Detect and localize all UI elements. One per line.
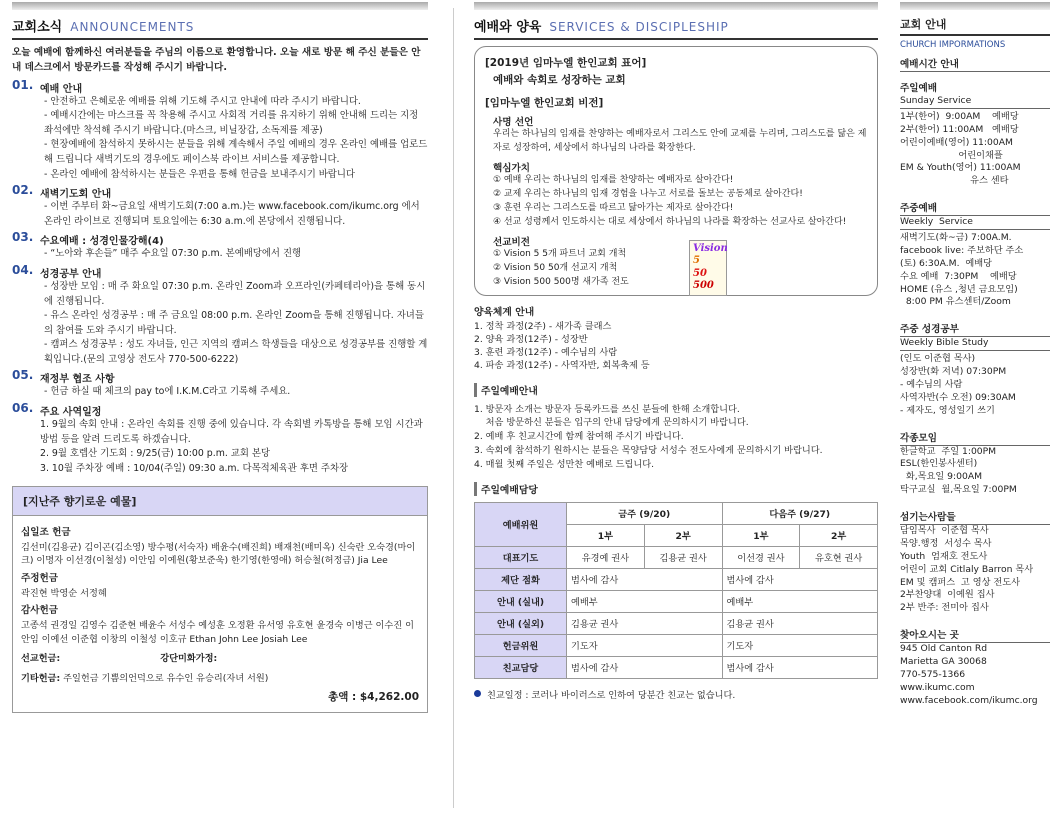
top-rule	[900, 2, 1050, 10]
offering-group-label: 주정헌금	[21, 573, 59, 585]
mission-offering-label: 선교헌금:	[21, 653, 61, 665]
duty-table	[474, 502, 878, 679]
motto: 예배와 속회로 성장하는 교회	[493, 74, 626, 86]
guide-item: 4. 매월 첫째 주일은 성만찬 예배로 드립니다.	[474, 458, 655, 470]
church-info-line: 화,목요일 9:00AM	[900, 471, 983, 483]
bullet-icon	[474, 690, 481, 697]
church-info-line: 어린이채플	[900, 149, 1003, 161]
guide-item: 2. 예배 후 친교시간에 함께 참여해 주시기 바랍니다.	[474, 431, 684, 443]
announcements-title: 교회소식	[12, 20, 63, 35]
item-title: 예배 안내	[40, 83, 83, 95]
vision-logo-line: 500	[693, 280, 714, 292]
duty-role: 대표기도	[475, 546, 567, 568]
church-info-line: EM 및 캠퍼스 고 영상 전도사	[900, 576, 1021, 588]
church-info-line: Weekly Service	[900, 216, 1050, 230]
church-info-line: Weekly Bible Study	[900, 337, 1050, 351]
vision-list	[493, 248, 867, 290]
church-info-line: 성장반(화 저녁) 07:30PM	[900, 366, 1007, 377]
item-content	[40, 401, 428, 476]
item-title: 주요 사역일정	[40, 406, 102, 418]
church-section-head: 섬기는사람들	[900, 509, 1050, 525]
church-info-line: 어린이예배(영어) 11:00AM	[900, 136, 1013, 148]
announcement-item	[12, 401, 428, 476]
duty-cell: 예배부	[567, 590, 723, 612]
offering-group-names: 곽진현 박영순 서정혜	[21, 587, 107, 599]
church-info-line: - 제자도, 영성일기 쓰기	[900, 404, 995, 416]
item-content	[40, 78, 428, 182]
offering-group-label: 감사헌금	[21, 605, 59, 617]
item-content	[40, 230, 301, 262]
vision-item: ① Vision 5 5개 파트너 교회 개척	[493, 248, 627, 259]
item-line: - 이번 주부터 화~금요일 새벽기도회(7:00 a.m.)는 www.facebook.com/ikumc.org 에서 온라인 라이브로 진행되며 토요일에는 6:30 a.m.에 본당에서 진행됩니다.	[44, 201, 420, 227]
offering-group-names: 고종석 권경일 김영수 김준현 배윤수 서성수 예성훈 오정환 유서영 유호현 윤경숙 이병근 이수진 이안임 이예선 이준협 이창의 이철성 이호규 Ethan John Lee Josiah Lee	[21, 619, 414, 645]
announcement-list	[12, 78, 428, 477]
church-info-line: 새벽기도(화~금) 7:00A.M.	[900, 232, 1012, 243]
church-info-line: www.facebook.com/ikumc.org	[900, 694, 1038, 706]
services-column	[466, 0, 886, 816]
church-info-line: 2부 반주: 전미아 집사	[900, 602, 989, 614]
value-item: ② 교제 우리는 하나님의 임재 경험을 나누고 서로를 돌보는 공동체로 살아간다!	[493, 188, 803, 199]
duty-role: 친교담당	[475, 656, 567, 678]
duty-role: 제단 점화	[475, 568, 567, 590]
nurture-title: 양육체계 안내	[474, 307, 535, 319]
church-info-line: 2부(한어) 11:00AM 예배당	[900, 123, 1019, 135]
church-info-line: EM & Youth(영어) 11:00AM	[900, 162, 1021, 174]
item-line: - 예배시간에는 마스크를 꼭 착용해 주시고 사회적 거리를 유지하기 위해 안내해 드리는 지정 좌석에만 착석해 주시기 바랍니다.(마스크, 비닐장갑, 소독제를 제공)	[44, 110, 419, 136]
offering-groups	[21, 526, 419, 646]
nurture-item: 4. 파송 과정(12주) - 사역자반, 회복축제 등	[474, 359, 650, 371]
church-info-line: 770-575-1366	[900, 668, 966, 680]
service-2-header: 2부	[644, 524, 722, 546]
announcement-item	[12, 263, 428, 367]
item-line: - “노아와 후손들” 매주 수요일 07:30 p.m. 본예배당에서 진행	[44, 248, 302, 260]
offering-group-names: 김선미(김용균) 김이곤(김소영) 방수평(서숙자) 배윤수(배진희) 배재천(배미옥) 신숙란 오숙경(마이크) 이명자 이선경(이철성) 이안임 이예원(황보준욱) 한기영(한영애) 허승철(허정금) Jia Lee	[21, 541, 416, 567]
announcement-item	[12, 230, 428, 262]
item-number: 06.	[12, 400, 34, 415]
duty-row	[475, 568, 878, 590]
services-title-en: SERVICES & DISCIPLESHIP	[549, 20, 729, 34]
item-number: 01.	[12, 77, 34, 92]
announcement-item	[12, 78, 428, 182]
duty-cell: 범사에 감사	[722, 568, 878, 590]
value-item: ④ 선교 성령께서 인도하시는 대로 세상에서 하나님의 나라를 확장하는 선교사로 살아간다!	[493, 216, 847, 227]
church-info-line: Sunday Service	[900, 95, 1050, 109]
church-info-line: ESL(한인봉사센터)	[900, 458, 978, 470]
guide-list	[474, 403, 878, 472]
church-info-line: 담임목사 이준협 목사	[900, 525, 989, 536]
church-info-line: 수요 예배 7:30PM 예배당	[900, 270, 1017, 282]
duty-cell: 기도자	[567, 634, 723, 656]
item-content	[40, 368, 290, 400]
duty-cell: 범사에 감사	[722, 656, 878, 678]
duty-title: 주일예배담당	[474, 482, 878, 496]
duty-cell: 이선경 권사	[722, 546, 800, 568]
church-info-line: 한글학교 주일 1:00PM	[900, 445, 997, 457]
duty-cell: 유호현 권사	[800, 546, 878, 568]
church-info-line: HOME (유스 ,청년 금요모임)	[900, 283, 1018, 295]
church-section-head: 각종모임	[900, 430, 1050, 446]
item-title: 성경공부 안내	[40, 268, 102, 280]
duty-role: 헌금위원	[475, 634, 567, 656]
church-info-line: 사역자반(수 오전) 09:30AM	[900, 391, 1016, 403]
values-title: 핵심가치	[493, 162, 531, 174]
duty-cell: 김용균 권사	[722, 612, 878, 634]
offering-title: [지난주 향기로운 예물]	[13, 487, 427, 516]
values-list	[493, 174, 867, 230]
total-amount: $4,262.00	[359, 691, 419, 704]
item-line: - 현장예배에 참석하지 못하시는 분들을 위해 계속해서 주일 예배의 경우 온라인 예배를 업로드해 드립니다 새벽기도의 경우에도 페이스북 라이브 서비스를 제공합니다.	[44, 139, 428, 166]
duty-cell: 범사에 감사	[567, 568, 723, 590]
item-line: - 온라인 예배에 참석하시는 분들은 우편을 통해 헌금을 보내주시기 바랍니다	[44, 168, 355, 180]
church-info-line: Youth 엄재호 전도사	[900, 550, 988, 562]
offering-total	[21, 690, 419, 706]
offering-group-label: 십일조 헌금	[21, 527, 71, 539]
church-info-line: 945 Old Canton Rd	[900, 643, 988, 655]
item-content	[40, 263, 428, 367]
church-info-line: 어린이 교회 Citlaly Barron 목사	[900, 563, 1034, 575]
motto-head: [2019년 임마누엘 한인교회 표어]	[485, 57, 647, 69]
church-info-line: (토) 6:30A.M. 예배당	[900, 257, 992, 269]
column-divider	[453, 8, 454, 808]
value-item: ① 예배 우리는 하나님의 임재를 찬양하는 예배자로 살아간다!	[493, 174, 734, 185]
next-week-header: 다음주 (9/27)	[722, 502, 878, 524]
duty-body	[475, 546, 878, 678]
duty-row	[475, 546, 878, 568]
services-header	[474, 10, 878, 40]
duty-row	[475, 590, 878, 612]
duty-role: 안내 (실외)	[475, 612, 567, 634]
nurture-item: 1. 정착 과정(2주) - 새가족 클래스	[474, 321, 612, 333]
item-line: 3. 10월 주차장 예배 : 10/04(주일) 09:30 a.m. 다목적체육관 후면 주차장	[40, 462, 349, 474]
duty-cell: 유경예 권사	[567, 546, 645, 568]
duty-cell: 김용균 권사	[644, 546, 722, 568]
service-1-header: 1부	[567, 524, 645, 546]
vision-logo-line: 50	[693, 267, 707, 279]
announcements-title-en: ANNOUNCEMENTS	[70, 20, 195, 34]
item-line: - 헌금 하실 때 체크의 pay to에 I.K.M.C라고 기록해 주세요.	[44, 386, 291, 398]
church-info-line: 목양.행정 서성수 목사	[900, 537, 992, 549]
top-rule	[12, 2, 428, 10]
church-info-title: 교회 안내	[900, 16, 1050, 36]
offering-labels-row	[21, 652, 419, 666]
duty-row	[475, 612, 878, 634]
church-sections	[900, 56, 1050, 708]
vision-logo-line: 5	[693, 255, 700, 267]
item-line: - 캠퍼스 성경공부 : 성도 자녀들, 인근 지역의 캠퍼스 학생들을 대상으로 성경공부를 진행할 계획입니다.(문의 고영상 전도사 770-500-6222)	[44, 339, 428, 365]
church-section-head: 찾아오시는 곳	[900, 627, 1050, 643]
item-title: 수요예배 : 성경인물강해(4)	[40, 236, 164, 248]
announcements-column	[0, 0, 440, 816]
announcements-header	[12, 10, 428, 40]
value-item: ③ 훈련 우리는 그리스도를 따르고 닮아가는 제자로 살아간다!	[493, 202, 734, 213]
church-section-head: 예배시간 안내	[900, 56, 1050, 72]
item-number: 03.	[12, 230, 34, 245]
church-info-line: 8:00 PM 유스센터/Zoom	[900, 296, 1011, 308]
service-2-header: 2부	[800, 524, 878, 546]
church-info-line: facebook live: 주보하단 주소	[900, 244, 1024, 256]
church-info-line: 2부찬양대 이예원 집사	[900, 589, 995, 601]
duty-cell: 예배부	[722, 590, 878, 612]
offering-box	[12, 486, 428, 713]
vision-item: ② Vision 50 50개 선교지 개척	[493, 262, 618, 273]
duty-row	[475, 656, 878, 678]
item-title: 재정부 협조 사항	[40, 374, 115, 386]
announcement-item	[12, 183, 428, 229]
mission-text: 우리는 하나님의 임재를 찬양하는 예배자로서 그리스도 안에 교제를 누리며, 그리스도를 닮은 제자로 성장하여, 세상에서 하나님의 나라를 확장한다.	[493, 129, 867, 153]
church-info-line: - 예수님의 사람	[900, 378, 963, 390]
duty-cell: 기도자	[722, 634, 878, 656]
guide-item: 3. 속회에 참석하기 원하시는 분들은 목양담당 서성수 전도사에게 문의하시기 바랍니다.	[474, 445, 823, 457]
church-info-column	[894, 0, 1056, 816]
announcement-item	[12, 368, 428, 400]
church-section-head: 주일예배	[900, 83, 938, 94]
service-1-header: 1부	[722, 524, 800, 546]
nurture-item: 3. 훈련 과정(12주) - 예수님의 사람	[474, 346, 618, 358]
vision-title: 선교비전	[493, 236, 531, 248]
duty-cell: 김용균 권사	[567, 612, 723, 634]
item-number: 04.	[12, 262, 34, 277]
church-info-line: 탁구교실 월,목요일 7:00PM	[900, 484, 1017, 496]
item-line: - 안전하고 은혜로운 예배를 위해 기도해 주시고 안내에 따라 주시기 바랍니다.	[44, 95, 361, 107]
mission-vision	[493, 234, 867, 290]
duty-header-row	[475, 502, 878, 524]
duty-role: 안내 (실내)	[475, 590, 567, 612]
altar-offering-label: 강단미화가정:	[160, 653, 218, 665]
nurture-list	[474, 321, 878, 373]
mission-title: 사명 선언	[493, 117, 534, 128]
vision-logo-image	[689, 240, 727, 296]
guide-item: 처음 방문하신 분들은 입구의 안내 담당에게 문의하시기 바랍니다.	[474, 417, 749, 429]
duty-role-header: 예배위원	[475, 502, 567, 546]
offering-body	[13, 516, 427, 712]
church-info-line: (인도 이준협 목사)	[900, 353, 976, 365]
church-section-head: 주중예배	[900, 200, 1050, 216]
item-content	[40, 183, 428, 229]
vision-head: [임마누엘 한인교회 비전]	[485, 97, 604, 109]
welcome-text: 오늘 예배에 함께하신 여러분들을 주님의 이름으로 환영합니다. 오늘 새로 방문 해 주신 분들은 안내 데스크에서 방문카드를 작성해 주시기 바랍니다.	[12, 47, 421, 73]
services-title: 예배와 양육	[474, 20, 542, 35]
item-number: 05.	[12, 368, 34, 383]
guide-item: 1. 방문자 소개는 방문자 등록카드를 쓰신 분들에 한해 소개합니다.	[474, 403, 740, 415]
church-info-title-en: CHURCH IMPORMATIONS	[900, 40, 1006, 50]
church-info-line: www.ikumc.com	[900, 681, 975, 693]
item-line: - 성장반 모임 : 매 주 화요일 07:30 p.m. 온라인 Zoom과 오프라인(카페테리아)을 통해 동시에 진행됩니다.	[44, 280, 426, 307]
item-line: 2. 9월 호렙산 기도회 : 9/25(금) 10:00 p.m. 교회 본당	[40, 448, 270, 460]
other-offering-label: 기타헌금:	[21, 673, 61, 685]
duty-row	[475, 634, 878, 656]
vision-item: ③ Vision 500 500명 새가족 전도	[493, 276, 629, 287]
item-line: - 유스 온라인 성경공부 : 매 주 금요일 08:00 p.m. 온라인 Zoom을 통해 진행됩니다. 자녀들의 참여를 도와 주시기 바랍니다.	[44, 310, 424, 336]
church-info-line: Marietta GA 30068	[900, 656, 987, 667]
church-section-head: 주중 성경공부	[900, 321, 1050, 337]
total-label: 총액 :	[328, 691, 357, 704]
other-offering-text: 주일헌금 기쁨의언덕으로 유수인 유승리(자녀 서원)	[63, 673, 269, 685]
duty-cell: 범사에 감사	[567, 656, 723, 678]
nurture-item: 2. 양육 과정(12주) - 성장반	[474, 334, 588, 345]
item-line: 1. 9월의 속회 안내 : 온라인 속회를 진행 중에 있습니다. 각 속회별 카톡방을 통해 모임 시간과 방법 등을 알려 드리도록 하겠습니다.	[40, 418, 423, 445]
top-rule	[474, 2, 878, 10]
this-week-header: 금주 (9/20)	[567, 502, 723, 524]
vision-box	[474, 46, 878, 296]
item-number: 02.	[12, 183, 34, 198]
guide-title: 주일예배안내	[474, 383, 878, 397]
fellowship-note-text: 친교일정 : 코러나 바이러스로 인하여 당분간 친교는 없습니다.	[487, 689, 736, 701]
item-title: 새벽기도회 안내	[40, 189, 112, 201]
fellowship-note	[474, 687, 878, 701]
other-offering	[21, 672, 419, 686]
church-info-line: 유스 센타	[900, 175, 1009, 187]
vision-logo-line: Vision	[693, 242, 728, 254]
church-info-line: 1부(한어) 9:00AM 예배당	[900, 110, 1019, 122]
